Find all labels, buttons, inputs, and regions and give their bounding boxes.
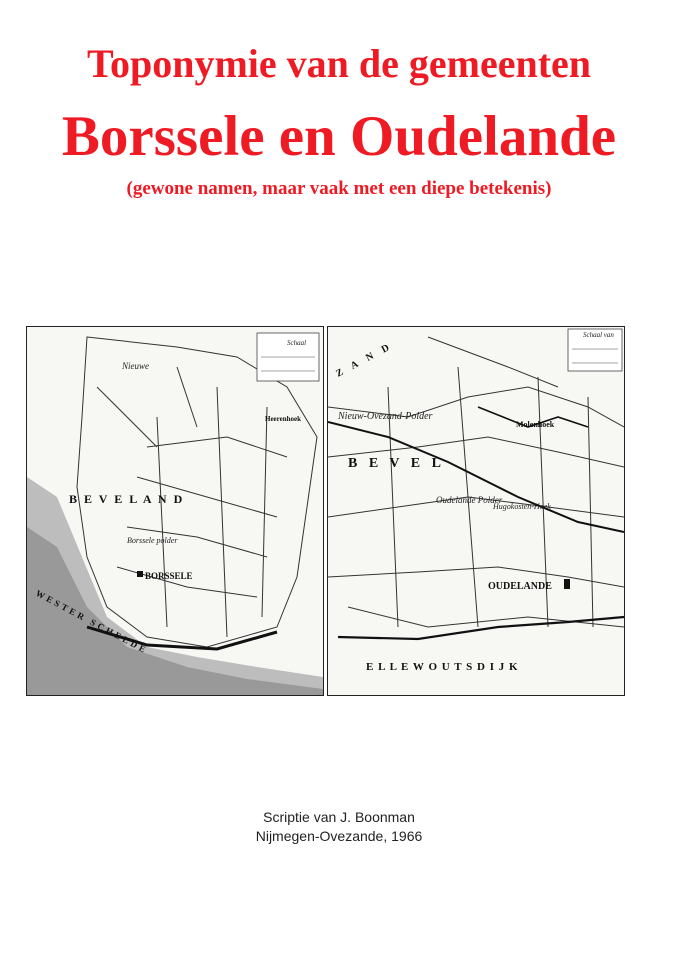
left-scale-label: Schaal	[287, 339, 307, 347]
right-scale-label: Schaal van	[583, 331, 614, 339]
map-borssele	[26, 326, 324, 696]
right-label-zand: Z A N D	[334, 340, 395, 380]
left-label-polder2: Borssele polder	[127, 536, 178, 545]
right-label-region: B E V E L	[348, 456, 445, 471]
map-borssele-drawing	[27, 327, 323, 695]
right-label-dike: E L L E W O U T S D I J K	[366, 661, 519, 673]
left-label-region: B E V E L A N D	[69, 492, 185, 506]
right-label-corner: Hugokosten-Hoek	[493, 502, 551, 511]
map-oudelande	[327, 326, 625, 696]
right-label-hamlet: Molenhoek	[516, 420, 555, 429]
title-line-2: Borssele en Oudelande	[61, 105, 617, 168]
left-label-town: BORSSELE	[145, 571, 193, 581]
left-label-polder1: Nieuwe	[122, 361, 149, 371]
right-label-polder1: Nieuw-Ovezand-Polder	[338, 411, 433, 422]
right-label-polder2: Oudelande Polder	[436, 495, 503, 505]
map-oudelande-drawing	[328, 327, 624, 695]
footer-place-year: Nijmegen-Ovezande, 1966	[255, 828, 423, 844]
subtitle: (gewone namen, maar vaak met een diepe betekenis)	[126, 178, 552, 199]
left-label-village: Heerenhoek	[265, 415, 302, 423]
right-label-town: OUDELANDE	[488, 581, 552, 592]
left-label-river: WESTER SCHELDE	[34, 587, 150, 656]
title-line-1: Toponymie van de gemeenten	[86, 41, 592, 86]
footer-author: Scriptie van J. Boonman	[263, 809, 415, 825]
